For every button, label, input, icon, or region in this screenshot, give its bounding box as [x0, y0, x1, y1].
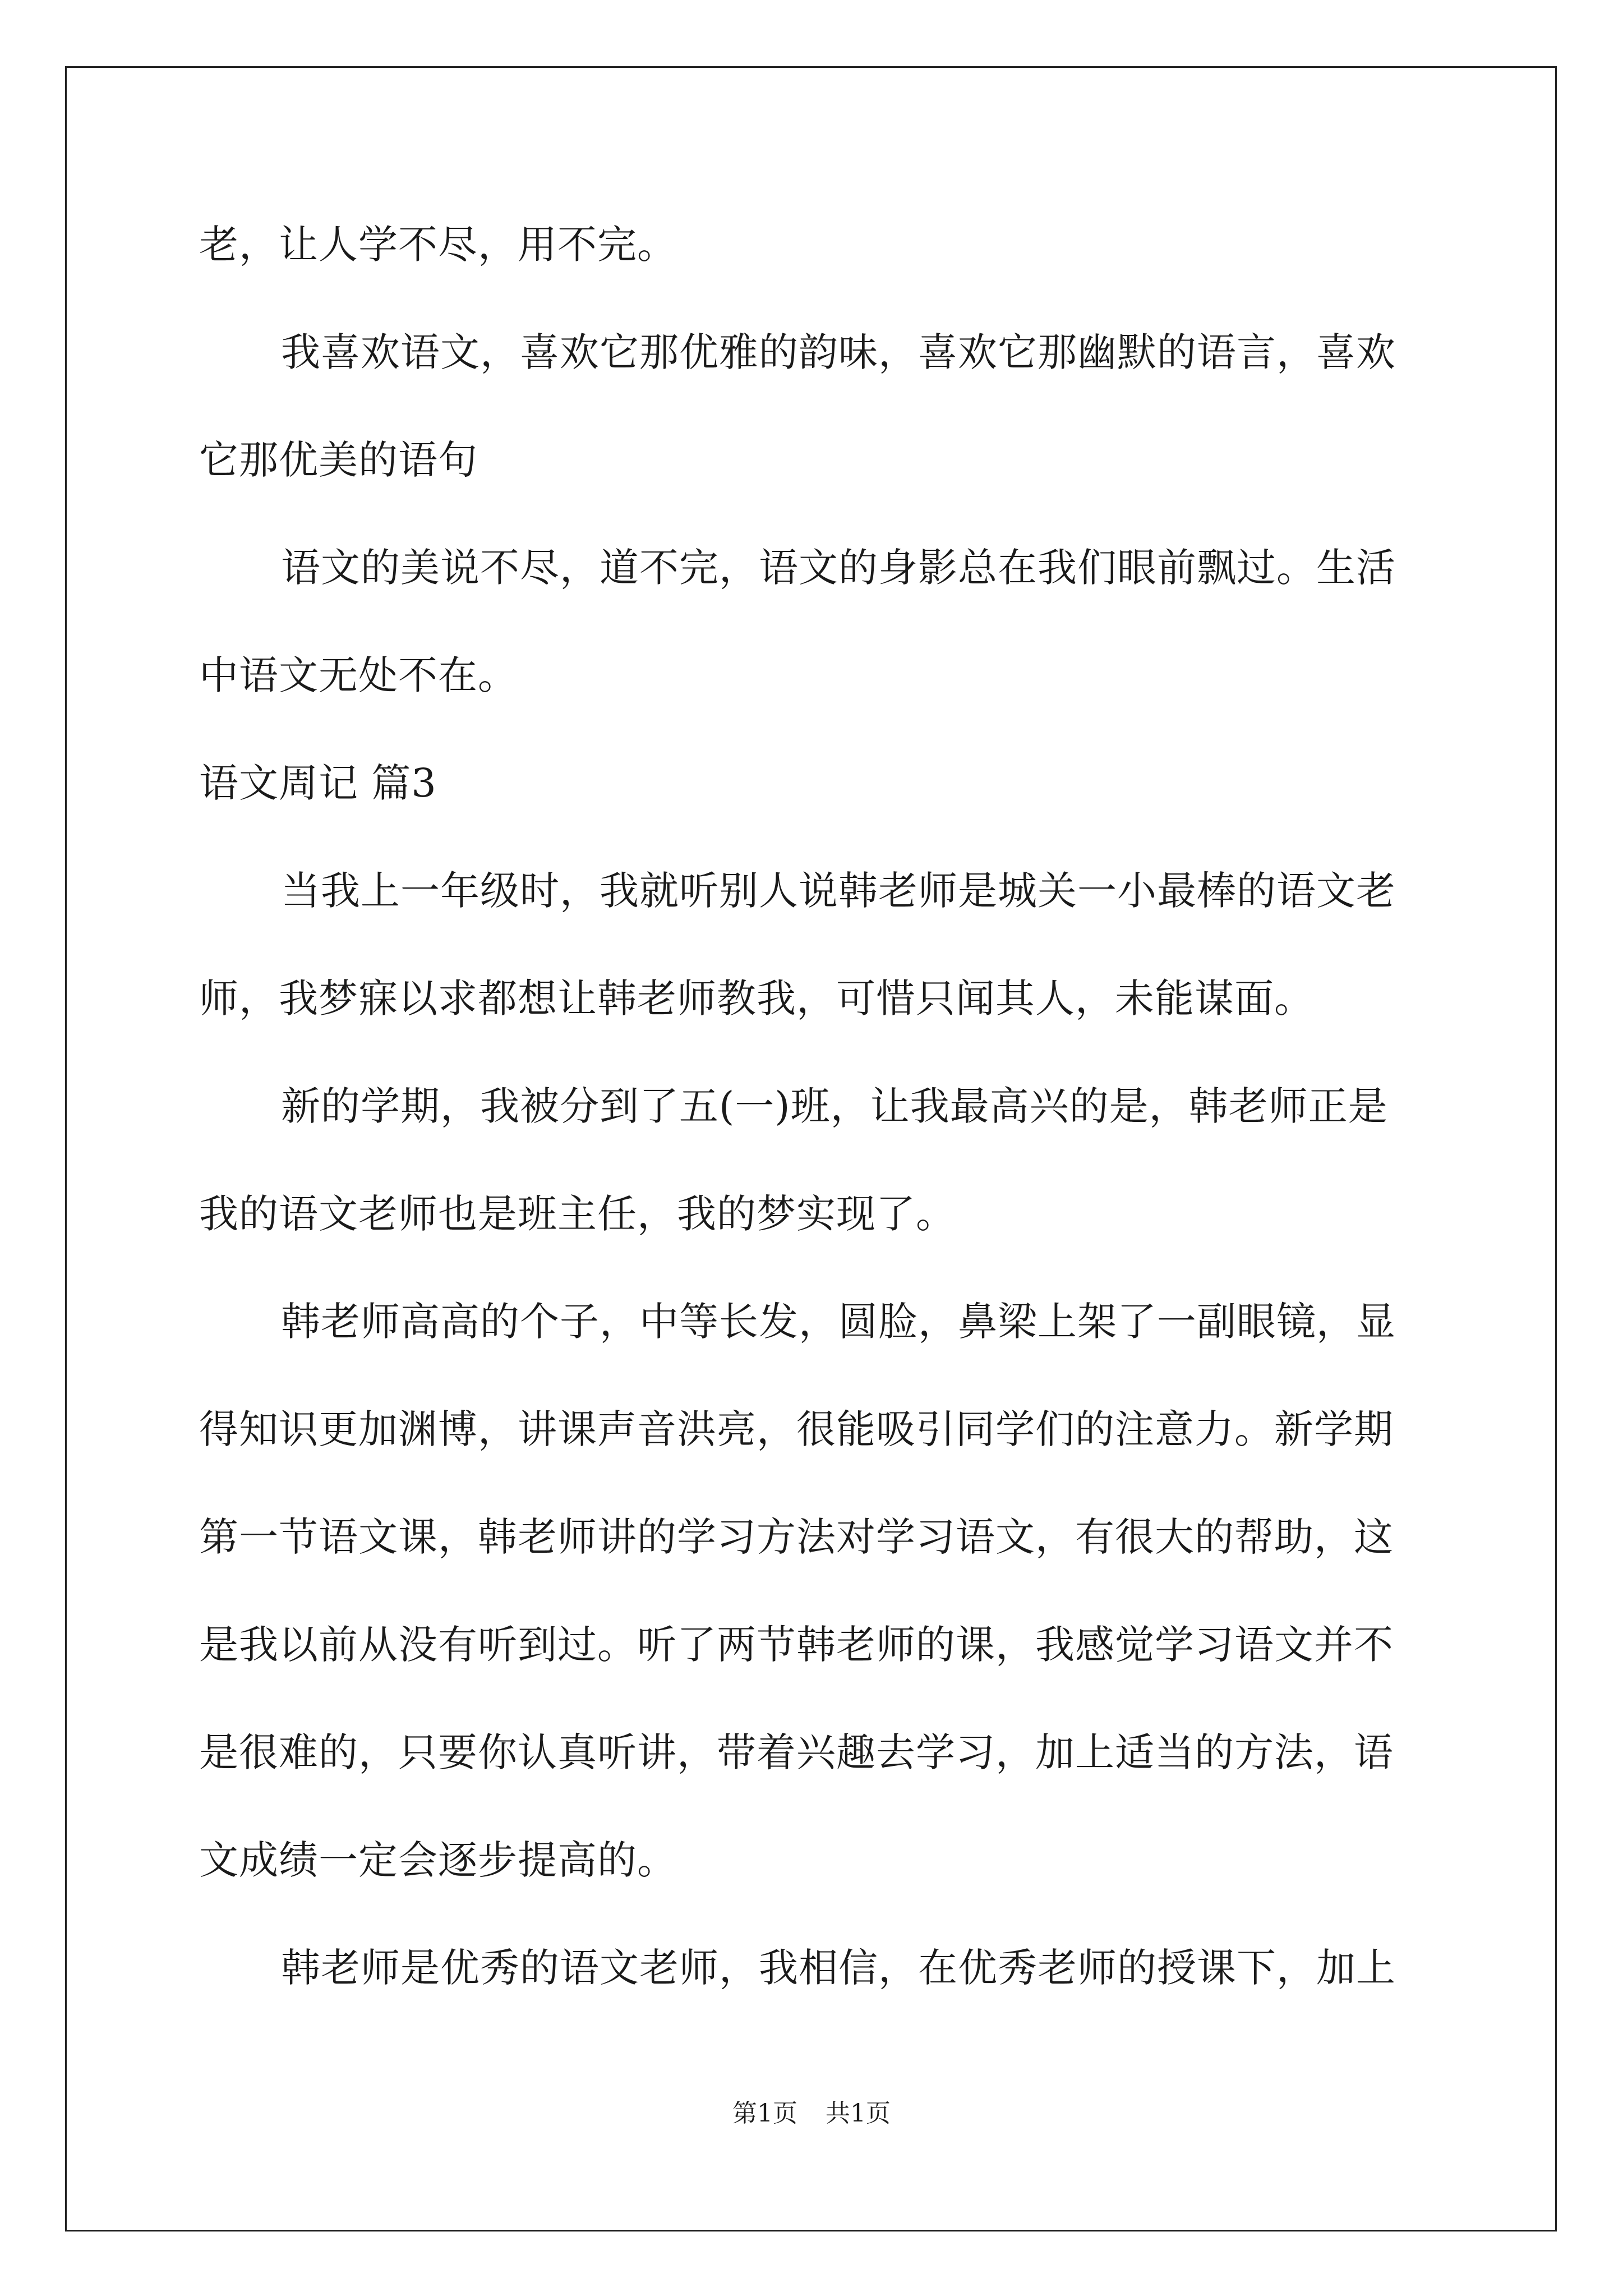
- paragraph-line: 师，我梦寐以求都想让韩老师教我，可惜只闻其人，未能谋面。: [199, 976, 1314, 1022]
- paragraph-line: 我的语文老师也是班主任，我的梦实现了。: [199, 1191, 956, 1237]
- paragraph-line: 得知识更加渊博，讲课声音洪亮，很能吸引同学们的注意力。新学期: [199, 1406, 1394, 1452]
- page-count: 共1页: [826, 2099, 891, 2128]
- page-number: 第1页: [732, 2099, 797, 2128]
- paragraph-line: 韩老师高高的个子，中等长发，圆脸，鼻梁上架了一副眼镜，显: [281, 1299, 1396, 1345]
- paragraph-line: 我喜欢语文，喜欢它那优雅的韵味，喜欢它那幽默的语言，喜欢: [281, 329, 1396, 375]
- paragraph-line: 文成绩一定会逐步提高的。: [199, 1837, 677, 1883]
- section-heading: 语文周记 篇3: [199, 760, 437, 806]
- paragraph-line: 是我以前从没有听到过。听了两节韩老师的课，我感觉学习语文并不: [199, 1622, 1394, 1668]
- paragraph-line: 当我上一年级时，我就听别人说韩老师是城关一小最棒的语文老: [281, 868, 1396, 914]
- paragraph-line: 第一节语文课，韩老师讲的学习方法对学习语文，有很大的帮助，这: [199, 1514, 1394, 1560]
- paragraph-line: 是很难的，只要你认真听讲，带着兴趣去学习，加上适当的方法，语: [199, 1729, 1394, 1775]
- paragraph-line: 它那优美的语句: [199, 437, 478, 483]
- paragraph-line: 语文的美说不尽，道不完，语文的身影总在我们眼前飘过。生活: [281, 545, 1396, 591]
- paragraph-line: 中语文无处不在。: [199, 652, 518, 698]
- paragraph-line: 韩老师是优秀的语文老师，我相信，在优秀老师的授课下，加上: [281, 1945, 1396, 1991]
- page-footer: [0, 2097, 1623, 2131]
- paragraph-line: 新的学期，我被分到了五(一)班，让我最高兴的是，韩老师正是: [281, 1083, 1388, 1129]
- paragraph-line: 老，让人学不尽，用不完。: [199, 222, 677, 268]
- document-body: [199, 191, 1427, 2022]
